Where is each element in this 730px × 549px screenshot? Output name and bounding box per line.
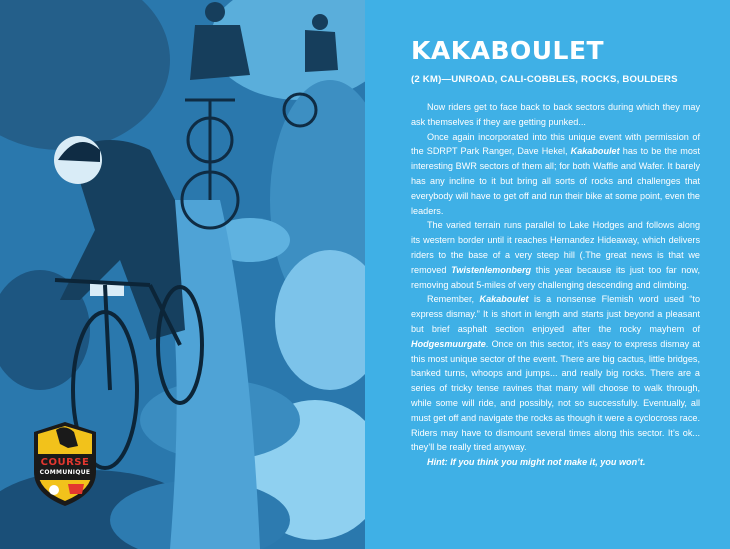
article-panel — [365, 0, 730, 549]
paragraph-4-text-c: . Once on this sector, it’s easy to express dismay at this most unique sector of the event. There are big cactus, little bridges, banked turns, whoops and jumps... and really big rocks. There are a series of tricky tense ravines that many will choose to walk through, while some will ride, and possibly, not so successfully. Eventually, all must get off and navigate the rocks as though it were a cyclocross race. Riders may have to dismount several times along this sector. It’s ok... they’ll be really tired anyway. — [411, 338, 700, 453]
hint-text: Hint: If you think you might not make it, you won’t. — [427, 457, 646, 468]
badge-line2: COMMUNIQUE — [39, 469, 91, 476]
sector-name-hodgesmuurgate: Hodgesmuurgate — [411, 338, 486, 349]
paragraph-1 — [411, 100, 700, 130]
paragraph-3-text-a: The varied terrain runs parallel to Lake Hodges and follows along its western border until it reaches Hernandez Hideaway, which delivers riders to the base of a very steep hill (.The great news is that we removed — [411, 220, 700, 275]
paragraph-2 — [411, 130, 700, 219]
paragraph-4-text-a: Remember, — [427, 294, 480, 305]
paragraph-2-text-a: Once again incorporated into this unique event with permission of the SDRPT Park Ranger, Dave Hekel, — [411, 131, 700, 157]
course-communique-badge — [30, 420, 100, 508]
sector-name-kakaboulet: Kakaboulet — [570, 146, 620, 157]
article-body — [411, 100, 700, 470]
badge-line1: COURSE — [40, 457, 90, 468]
paragraph-3-text-b: this year because its just too far now, removing about 5-miles of very challenging descending and climbing. — [411, 264, 700, 290]
page-title: KAKABOULET — [411, 36, 605, 65]
page-subtitle: (2 KM)—UNROAD, CALI-COBBLES, ROCKS, BOULDERS — [411, 74, 678, 85]
paragraph-4-text-b: is a nonsense Flemish word used “to express dismay.” It is short in length and starts just beyond a pleasant but brief asphalt section enjoyed after the rocky mayhem of — [411, 294, 701, 334]
sector-name-twistenlemonberg: Twistenlemonberg — [451, 264, 532, 275]
paragraph-2-text-b: has to be the most interesting BWR sectors of them all; for both Waffle and Wafer. It barely has any incline to it but bring all sorts of rocks and challenges that everybody will have to get off and run their bike at some point, even the leaders. — [411, 146, 701, 216]
paragraph-4 — [411, 292, 700, 455]
sector-name-kakaboulet-2: Kakaboulet — [479, 294, 529, 305]
paragraph-3 — [411, 218, 700, 292]
paragraph-1-text: Now riders get to face back to back sectors during which they may ask themselves if they are getting punked... — [411, 102, 700, 127]
